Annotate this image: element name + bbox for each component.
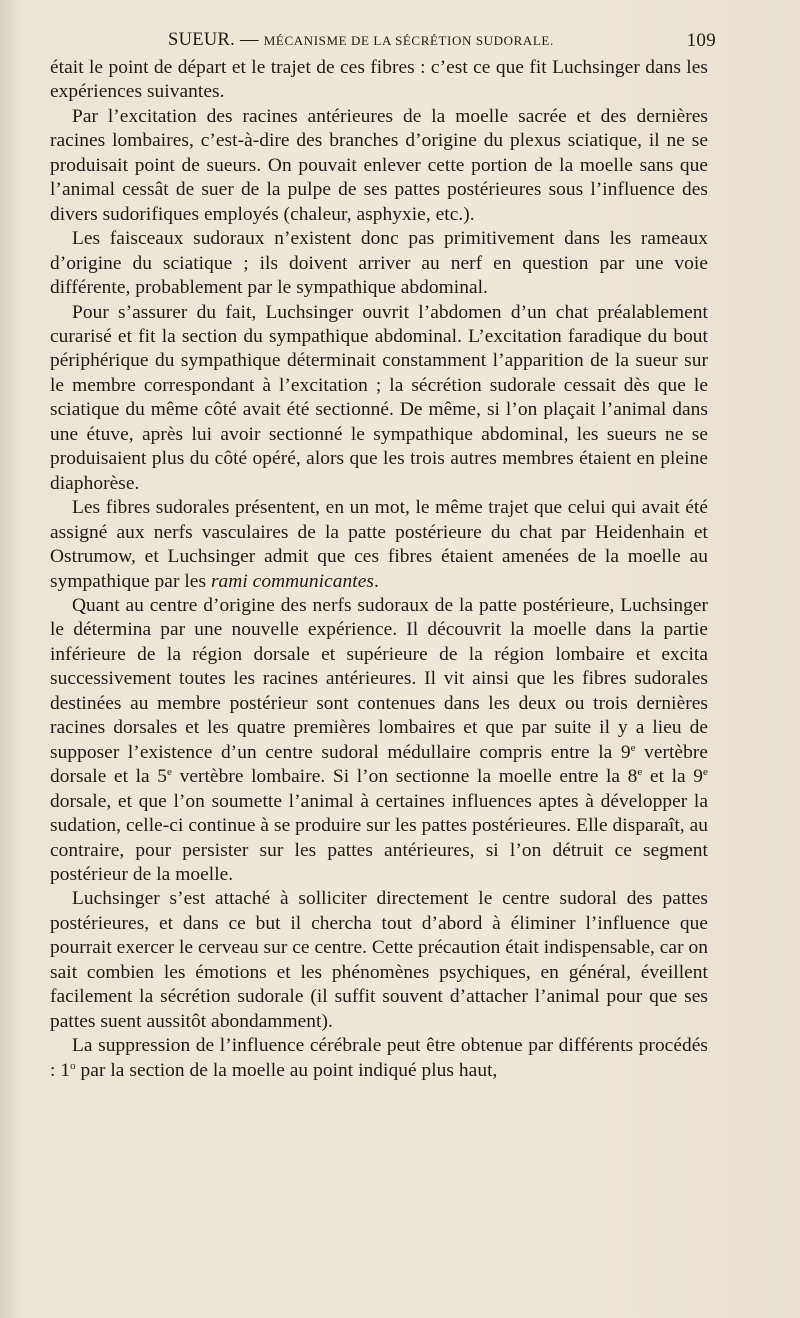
paragraph-continued: était le point de départ et le trajet de ces fibres : c’est ce que fit Luchsinger dans les expériences suivantes. xyxy=(50,57,708,103)
paragraph xyxy=(50,496,708,594)
text-run: vertèbre dorsale et la 5 xyxy=(50,741,708,788)
text-run: Quant au centre d’origine des nerfs sudoraux de la patte postérieure, Luchsinger le détermina par une nouvelle expérience. Il découvrit la moelle dans la partie inférieure de la région dorsale et supérieure de la région lombaire et excita successivement toutes les racines antérieures. Il vit ainsi que les fibres sudorales destinées au membre postérieur sont contenues dans les deux ou trois dernières racines dorsales et les quatre premières lombaires et que par suite il y a lieu de supposer l’existence d’un centre sudoral médullaire compris entre la 9 xyxy=(50,594,708,763)
paragraph: Pour s’assurer du fait, Luchsinger ouvrit l’abdomen d’un chat préalablement curarisé et fit la section du sympathique abdominal. L’excitation faradique du bout périphérique du sympathique déterminait constamment l’apparition de la sueur sur le membre correspondant à l’excitation ; la sécrétion sudorale cessait dès que le sciatique du même côté avait été sectionné. De même, si l’on plaçait l’animal dans une étuve, après lui avoir sectionné le sympathique abdominal, les sueurs ne se produisaient plus du côté opéré, alors que les trois autres membres étaient en pleine diaphorèse. xyxy=(50,301,708,494)
running-title-right: MÉCANISME DE LA SÉCRÉTION SUDORALE. xyxy=(263,33,554,48)
text-run: dorsale, et que l’on soumette l’animal à certaines influences aptes à développer la sudation, celle-ci continue à se produire sur les pattes postérieures. Elle disparaît, au contraire, pour persister sur les pattes antérieures, si l’on détruit ce segment postérieur de la moelle. xyxy=(50,790,708,885)
page-number: 109 xyxy=(686,30,716,51)
paragraph: Les faisceaux sudoraux n’existent donc pas primitivement dans les rameaux d’origine du sciatique ; ils doivent arriver au nerf en question par une voie différente, probablement par le sympathique abdominal. xyxy=(50,228,708,299)
superscript: e xyxy=(703,766,708,779)
text-run: et la 9 xyxy=(642,766,704,788)
paragraph: Luchsinger s’est attaché à solliciter directement le centre sudoral des pattes postérieures, et dans ce but il chercha tout d’abord à éliminer l’influence que pourrait exercer le cerveau sur ce centre. Cette précaution était indispensable, car on sait combien les émotions et les phénomènes psychiques, en général, éveillent facilement la sécrétion sudorale (il suffit souvent d’attacher l’animal pour que ses pattes suent aussitôt abondamment). xyxy=(50,888,708,1032)
running-header xyxy=(50,28,716,56)
body-text xyxy=(50,56,708,1083)
paragraph: Par l’excitation des racines antérieures de la moelle sacrée et des dernières racines lombaires, c’est-à-dire des branches d’origine du plexus sciatique, il ne se produisait point de sueurs. On pouvait enlever cette portion de la moelle sans que l’animal cessât de suer de la pulpe de ses pattes postérieures sous l’influence des divers sudorifiques employés (chaleur, asphyxie, etc.). xyxy=(50,105,708,225)
superscript: e xyxy=(637,766,643,779)
text-run: par la section de la moelle au point indiqué plus haut, xyxy=(75,1059,498,1081)
paragraph xyxy=(50,594,708,887)
superscript: e xyxy=(167,766,172,779)
superscript: e xyxy=(630,741,636,754)
text-run: Les fibres sudorales présentent, en un mot, le même trajet que celui qui avait été assigné aux nerfs vasculaires de la patte postérieure du chat par Heidenhain et Ostrumow, et Luchsinger admit que ces fibres étaient amenées de la moelle au sympathique par les xyxy=(50,497,708,592)
running-title-left: SUEUR. xyxy=(168,30,236,50)
running-title xyxy=(168,30,554,51)
text-run: . xyxy=(373,570,379,592)
superscript: o xyxy=(70,1059,76,1072)
running-title-dash: — xyxy=(240,30,259,50)
paragraph xyxy=(50,1034,708,1083)
text-run: La suppression de l’influence cérébrale peut être obtenue par différents procédés : 1 xyxy=(50,1035,708,1081)
italic-term: rami communicantes xyxy=(210,570,374,592)
text-run: vertèbre lombaire. Si l’on sectionne la moelle entre la 8 xyxy=(171,766,638,788)
